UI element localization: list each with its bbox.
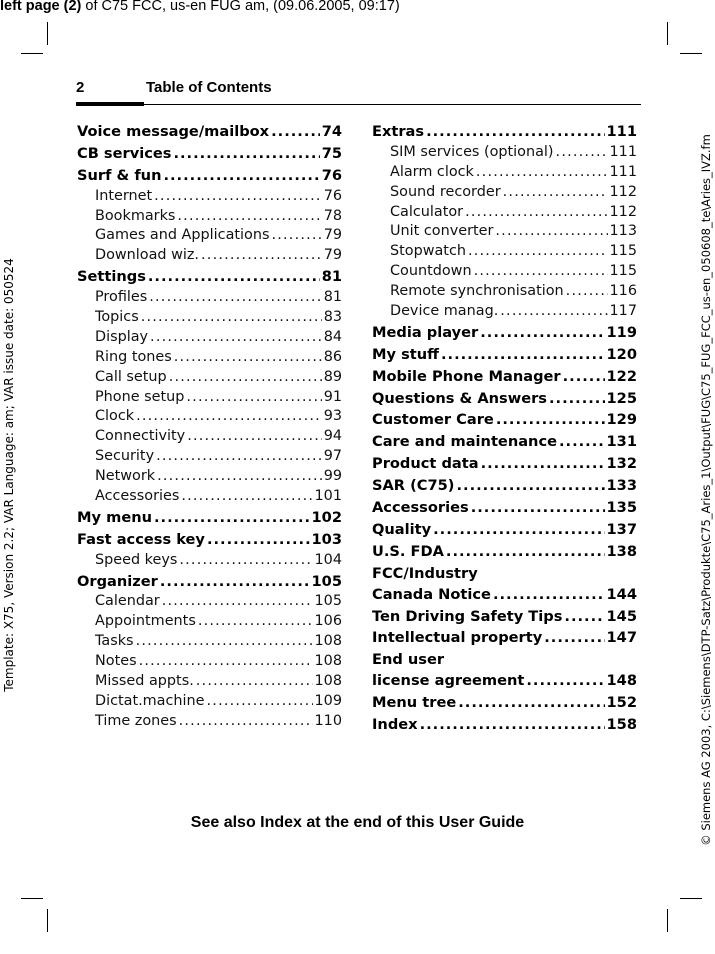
toc-entry[interactable] [77,487,342,507]
toc-entry-title: CB services [77,144,172,162]
toc-entry-title: Connectivity [95,428,186,445]
toc-entry-page: 112 [609,183,637,200]
toc-leader-dots [446,541,605,563]
toc-leader-dots [556,143,608,163]
toc-entry-title: Canada Notice [372,585,491,603]
copyright-path: © Siemens AG 2003, C:\Siemens\DTP-Satz\Produkte\C75_Aries_1\Output\FUG\C75_FUG_FCC_us-en_050608_te\Aries_IVZ.fm [699,134,713,846]
toc-entry-title: Extras [372,123,425,140]
toc-leader-dots [187,427,322,447]
toc-entry-title: Appointments [95,613,196,630]
toc-entry-title: Settings [77,268,146,286]
toc-entry-title: Time zones [95,712,177,729]
toc-entry-page: 147 [606,629,637,647]
toc-entry-title: Intellectual property [372,629,543,647]
toc-entry[interactable] [77,226,342,246]
toc-entry-page: 137 [606,520,637,538]
toc-entry[interactable] [372,262,637,282]
toc-leader-dots [150,328,322,348]
toc-leader-dots [136,632,313,652]
toc-leader-dots [181,487,312,507]
crop-mark [680,53,702,54]
toc-entry-title: Quality [372,520,432,538]
toc-entry-page: 79 [323,227,342,244]
toc-entry[interactable] [372,344,637,366]
toc-entry-page: 110 [314,712,342,729]
toc-leader-dots [198,612,313,632]
template-info: Template: X75, Version 2.2; VAR Language: am; VAR issue date: 050524 [2,258,16,692]
toc-entry[interactable] [77,447,342,467]
toc-entry-title: Notes [95,653,137,670]
toc-leader-dots [433,519,604,541]
toc-entry-page: 76 [321,166,342,184]
toc-entry-line2[interactable] [372,584,637,606]
toc-leader-dots [564,606,604,628]
toc-entry-title-line1: End user [372,651,445,669]
header-rule [76,104,641,105]
toc-leader-dots [468,242,608,262]
toc-entry-title: license agreement [372,672,525,690]
toc-entry[interactable] [372,242,637,262]
crop-mark [47,22,48,45]
toc-entry-page: 106 [314,613,342,630]
page-title: Table of Contents [146,79,272,96]
toc-entry[interactable] [77,712,342,732]
crop-mark [47,909,48,932]
toc-leader-dots [154,187,322,207]
toc-entry-title: Device manag. [390,303,499,320]
toc-leader-dots [503,183,608,203]
toc-entry-title: Remote synchronisation [390,283,564,300]
toc-leader-dots [177,207,321,227]
toc-leader-dots [456,475,604,497]
toc-entry-title: Alarm clock [390,163,474,180]
toc-entry-page: 109 [314,692,342,709]
toc-entry-page: 111 [609,143,637,160]
toc-entry[interactable] [372,183,637,203]
toc-entry-title: Profiles [95,289,148,306]
toc-entry-page: 83 [323,309,342,326]
toc-entry-page: 99 [323,468,342,485]
toc-entry[interactable] [77,652,342,672]
toc-entry-page: 97 [323,448,342,465]
toc-entry[interactable] [77,592,342,612]
toc-entry[interactable] [77,507,342,529]
toc-leader-dots [174,348,322,368]
toc-entry-page: 104 [314,551,342,568]
toc-leader-dots [471,497,605,519]
crop-mark [680,898,702,899]
toc-entry[interactable] [77,308,342,328]
toc-entry-title: Product data [372,455,479,473]
toc-entry[interactable] [372,563,637,606]
toc-entry-page: 119 [606,323,637,341]
toc-entry-title: Media player [372,323,479,341]
toc-entry[interactable] [372,388,637,410]
toc-leader-dots [481,453,605,475]
toc-entry-title: Display [95,328,149,345]
toc-entry-title: Call setup [95,368,167,385]
toc-entry[interactable] [372,366,637,388]
toc-entry[interactable] [372,222,637,242]
crop-mark [667,909,668,932]
toc-leader-dots [136,407,322,427]
toc-column-left [77,121,342,732]
toc-entry[interactable] [77,246,342,266]
print-slug [0,0,715,18]
toc-entry-page: 135 [606,499,637,517]
toc-entry[interactable] [372,519,637,541]
toc-entry-title: Topics [95,309,139,326]
toc-leader-dots [141,308,322,328]
footer-note: See also Index at the end of this User Guide [190,814,525,831]
slug-file-info: of C75 FCC, us-en FUG am, (09.06.2005, 09:17) [81,0,400,14]
toc-entry-title: Calculator [390,203,464,220]
toc-entry-page: 132 [606,455,637,473]
toc-entry[interactable] [77,388,342,408]
toc-leader-dots [493,584,605,606]
toc-entry-title: Index [372,716,418,734]
toc-entry[interactable] [77,328,342,348]
toc-entry-title: Missed appts. [95,673,194,690]
toc-entry-page: 78 [323,207,342,224]
header-rule-accent [76,102,144,106]
toc-entry[interactable] [77,407,342,427]
crop-mark [21,898,43,899]
toc-entry-title: Network [95,468,156,485]
toc-entry-title: Security [95,448,155,465]
toc-entry-page: 86 [323,348,342,365]
toc-leader-dots [162,592,313,612]
toc-entry[interactable] [372,692,637,714]
toc-entry[interactable] [372,627,637,649]
toc-entry-page: 108 [314,673,342,690]
toc-leader-dots [480,322,604,344]
slug-page-label: left page (2) [0,0,82,14]
toc-entry[interactable] [372,714,637,736]
toc-leader-dots [179,551,312,571]
toc-entry-page: 120 [606,345,637,363]
toc-entry-page: 79 [323,247,342,264]
toc-entry-page: 105 [311,572,342,590]
toc-entry[interactable] [77,427,342,447]
toc-leader-dots [196,672,313,692]
toc-entry-page: 148 [606,672,637,690]
toc-entry-title: Calendar [95,593,160,610]
toc-column-right [372,121,637,736]
toc-entry[interactable] [372,143,637,163]
toc-entry-title: Voice message/mailbox [77,123,270,140]
toc-entry[interactable] [77,632,342,652]
toc-entry-title: Surf & fun [77,166,162,184]
toc-leader-dots [186,388,321,408]
toc-leader-dots [559,431,605,453]
toc-entry-page: 93 [323,408,342,425]
toc-entry[interactable] [372,302,637,322]
toc-entry[interactable] [77,692,342,712]
toc-entry[interactable] [372,541,637,563]
toc-leader-dots [157,467,322,487]
toc-entry[interactable] [372,497,637,519]
toc-entry[interactable] [372,453,637,475]
toc-entry-title-line1: FCC/Industry [372,564,478,582]
toc-entry-page: 116 [609,283,637,300]
toc-entry[interactable] [372,475,637,497]
toc-entry[interactable] [77,288,342,308]
toc-leader-dots [474,262,608,282]
toc-leader-dots [271,121,320,143]
toc-entry-page: 103 [311,530,342,548]
toc-entry-title: Internet [95,187,153,204]
toc-entry-page: 91 [323,388,342,405]
toc-entry[interactable] [77,672,342,692]
toc-entry-page: 115 [609,243,637,260]
toc-entry-title: Organizer [77,572,158,590]
toc-entry-page: 138 [606,542,637,560]
toc-entry-title: U.S. FDA [372,542,444,560]
toc-entry-title: Dictat.machine [95,692,205,709]
toc-entry-page: 74 [321,123,342,140]
toc-leader-dots [426,121,604,143]
toc-leader-dots [458,692,604,714]
toc-entry-title: Customer Care [372,411,494,429]
toc-leader-dots [160,571,310,593]
toc-leader-dots [207,692,313,712]
toc-entry[interactable] [372,649,637,692]
toc-leader-dots [271,226,321,246]
toc-entry-page: 102 [311,508,342,526]
toc-entry-title: Speed keys [95,551,178,568]
toc-leader-dots [495,222,607,242]
toc-leader-dots [441,344,605,366]
toc-leader-dots [169,368,322,388]
toc-leader-dots [549,388,605,410]
toc-entry-title: Questions & Answers [372,389,547,407]
toc-leader-dots [149,288,321,308]
toc-entry[interactable] [372,282,637,302]
toc-entry-title: Ring tones [95,348,172,365]
toc-leader-dots [154,507,310,529]
toc-leader-dots [156,447,322,467]
toc-entry-title: Ten Driving Safety Tips [372,607,563,625]
toc-entry[interactable] [77,187,342,207]
toc-entry-page: 112 [609,203,637,220]
toc-entry-title: SIM services (optional) [390,143,554,160]
toc-entry-page: 158 [606,716,637,734]
toc-entry-title: Accessories [372,499,469,517]
toc-entry-title: SAR (C75) [372,477,455,495]
toc-entry-page: 101 [314,488,342,505]
toc-entry-page: 84 [323,328,342,345]
toc-entry-page: 105 [314,593,342,610]
toc-entry-page: 113 [609,223,637,240]
toc-entry[interactable] [77,467,342,487]
toc-entry[interactable] [77,207,342,227]
toc-leader-dots [566,282,608,302]
toc-entry-title: Bookmarks [95,207,176,224]
toc-entry-page: 145 [606,607,637,625]
toc-leader-dots [500,302,607,322]
toc-leader-dots [465,203,607,223]
toc-leader-dots [148,266,320,288]
toc-entry[interactable] [372,203,637,223]
toc-entry-title: My menu [77,508,152,526]
toc-entry-title: Games and Applications [95,227,270,244]
toc-entry-line2[interactable] [372,670,637,692]
crop-mark [667,22,668,45]
toc-entry-title: Sound recorder [390,183,501,200]
toc-leader-dots [173,143,319,165]
toc-entry-title: Phone setup [95,388,185,405]
toc-entry-page: 131 [606,433,637,451]
toc-entry[interactable] [77,529,342,551]
toc-entry[interactable] [77,348,342,368]
toc-entry-title: Countdown [390,263,472,280]
toc-entry-page: 108 [314,653,342,670]
toc-leader-dots [207,529,310,551]
toc-entry[interactable] [372,409,637,431]
toc-entry-page: 81 [321,268,342,286]
toc-entry-title: Stopwatch [390,243,466,260]
toc-entry-page: 115 [609,263,637,280]
toc-entry-page: 76 [323,187,342,204]
toc-entry-title: Menu tree [372,694,457,712]
toc-entry-page: 125 [606,389,637,407]
toc-entry-title: Mobile Phone Manager [372,367,561,385]
toc-entry[interactable] [372,163,637,183]
toc-entry-page: 111 [609,163,637,180]
toc-entry-title: Fast access key [77,530,205,548]
toc-leader-dots [420,714,605,736]
toc-entry-page: 117 [609,303,637,320]
toc-leader-dots [496,409,605,431]
toc-leader-dots [163,165,319,187]
toc-entry[interactable] [77,165,342,187]
toc-entry[interactable] [77,143,342,165]
toc-entry-page: 129 [606,411,637,429]
toc-leader-dots [563,366,605,388]
toc-leader-dots [179,712,313,732]
toc-entry-page: 81 [323,289,342,306]
toc-entry-page: 152 [606,694,637,712]
toc-leader-dots [476,163,608,183]
toc-entry-page: 75 [321,144,342,162]
toc-leader-dots [526,670,604,692]
toc-leader-dots [201,246,322,266]
toc-entry[interactable] [77,121,342,143]
toc-entry[interactable] [372,121,637,143]
toc-entry-page: 133 [606,477,637,495]
toc-entry-page: 144 [606,585,637,603]
toc-entry[interactable] [372,431,637,453]
toc-entry-title: Care and maintenance [372,433,557,451]
crop-mark [21,53,43,54]
toc-entry[interactable] [372,606,637,628]
toc-leader-dots [139,652,313,672]
toc-entry-title: Clock [95,408,135,425]
toc-entry-page: 122 [606,367,637,385]
toc-entry-page: 94 [323,428,342,445]
toc-entry[interactable] [77,266,342,288]
toc-entry[interactable] [77,612,342,632]
toc-entry-page: 108 [314,633,342,650]
toc-entry[interactable] [77,368,342,388]
page-number: 2 [76,79,85,96]
toc-entry-title: Download wiz. [95,247,200,264]
toc-entry-page: 111 [606,123,637,140]
toc-entry-title: Accessories [95,488,180,505]
toc-entry-page: 89 [323,368,342,385]
toc-entry-title: Tasks [95,633,134,650]
toc-entry[interactable] [372,322,637,344]
toc-entry-title: My stuff [372,345,439,363]
toc-entry[interactable] [77,551,342,571]
toc-entry-title: Unit converter [390,223,494,240]
toc-entry[interactable] [77,571,342,593]
toc-leader-dots [544,627,604,649]
